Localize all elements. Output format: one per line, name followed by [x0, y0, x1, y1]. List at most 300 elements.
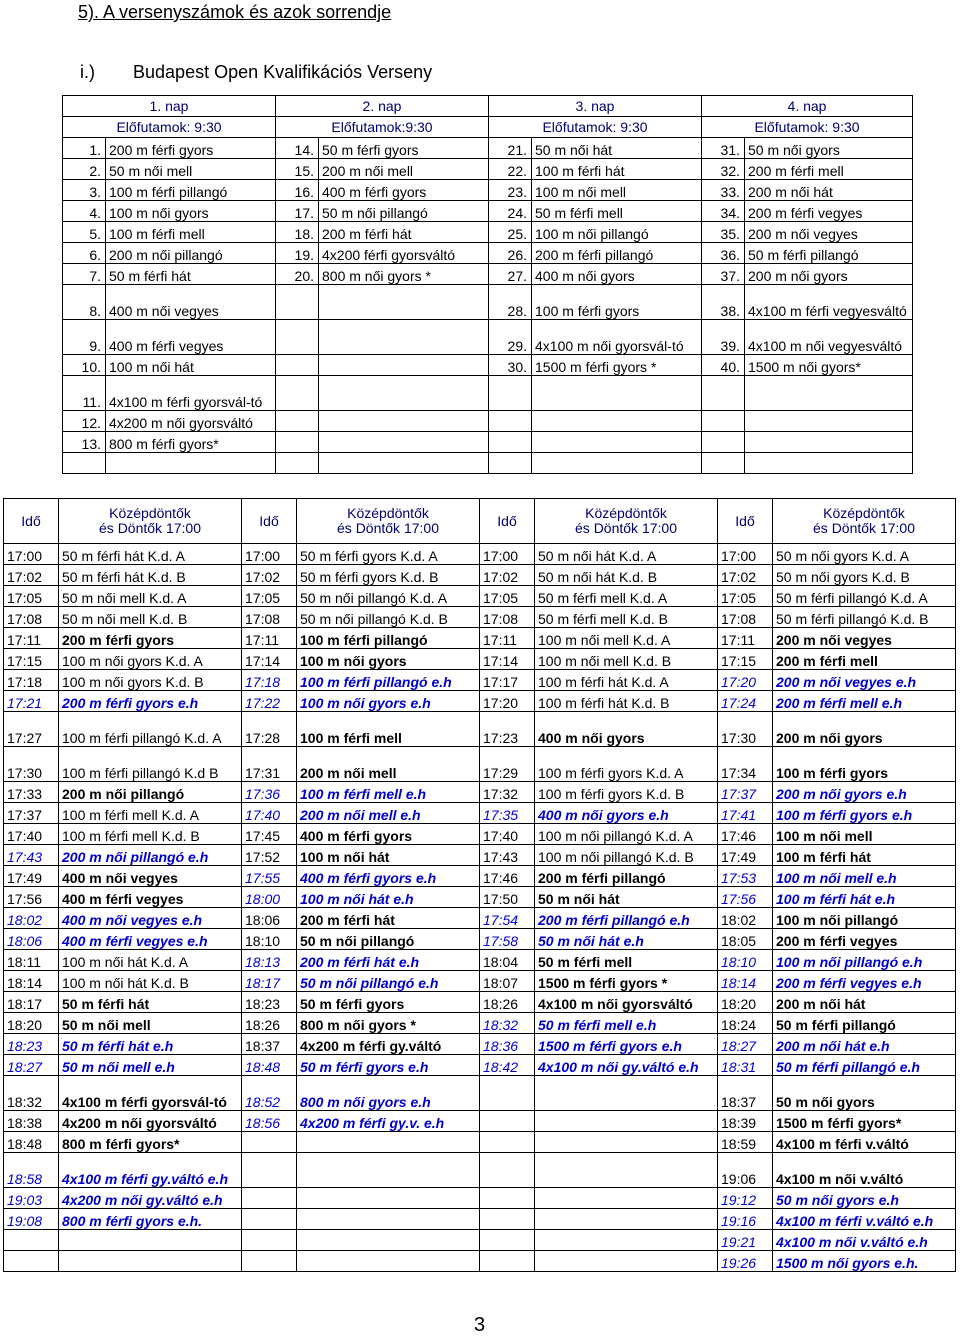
event-name: 200 m női vegyes: [773, 628, 956, 649]
event-time: 18:24: [718, 1013, 773, 1034]
session-title: Középdöntők: [585, 505, 667, 521]
event-time: 18:48: [4, 1132, 59, 1153]
event-number: [702, 376, 745, 411]
event-number: 31.: [702, 138, 745, 159]
event-time: 17:55: [242, 866, 297, 887]
event-time: 17:41: [718, 803, 773, 824]
event-time: 18:59: [718, 1132, 773, 1153]
event-time: 19:16: [718, 1209, 773, 1230]
event-name: 100 m férfi hát: [773, 845, 956, 866]
event-name: 200 m női vegyes: [745, 222, 913, 243]
finals-row: [4, 887, 956, 908]
page-number: 3: [474, 1314, 486, 1336]
event-number: 35.: [702, 222, 745, 243]
event-name: 400 m férfi vegyes: [106, 320, 276, 355]
event-name: 100 m férfi gyors: [773, 747, 956, 782]
event-name: 100 m férfi gyors: [532, 285, 702, 320]
event-time: 17:11: [4, 628, 59, 649]
program-row: [63, 320, 913, 355]
event-name: [319, 376, 489, 411]
event-name: [297, 1251, 480, 1272]
event-name: 50 m női hát: [532, 138, 702, 159]
event-time: 17:15: [4, 649, 59, 670]
event-number: 8.: [63, 285, 106, 320]
finals-row: [4, 649, 956, 670]
finals-row: [4, 950, 956, 971]
event-time: 19:06: [718, 1153, 773, 1188]
finals-row: [4, 1034, 956, 1055]
event-name: [532, 411, 702, 432]
event-number: 11.: [63, 376, 106, 411]
event-name: 50 m női pillangó K.d. B: [297, 607, 480, 628]
event-time: 17:11: [242, 628, 297, 649]
event-time: 19:26: [718, 1251, 773, 1272]
event-time: 17:00: [718, 544, 773, 565]
event-name: 4x200 férfi gyorsváltó: [319, 243, 489, 264]
event-time: 17:49: [718, 845, 773, 866]
event-name: 50 m női mell: [59, 1013, 242, 1034]
finals-row: [4, 971, 956, 992]
event-name: 800 m női gyors *: [297, 1013, 480, 1034]
event-name: 4x100 m férfi v.váltó: [773, 1132, 956, 1153]
event-name: [535, 1209, 718, 1230]
event-name: [535, 1188, 718, 1209]
finals-row: [4, 544, 956, 565]
event-name: 50 m női mell: [106, 159, 276, 180]
event-time: 18:26: [242, 1013, 297, 1034]
event-time: 17:11: [480, 628, 535, 649]
event-time: 18:04: [480, 950, 535, 971]
event-name: 200 m férfi hát: [297, 908, 480, 929]
event-number: 23.: [489, 180, 532, 201]
event-number: [489, 411, 532, 432]
session-start: és Döntők 17:00: [575, 520, 677, 536]
finals-row: [4, 691, 956, 712]
event-name: [319, 285, 489, 320]
event-name: 100 m női hát: [106, 355, 276, 376]
event-time: 17:02: [480, 565, 535, 586]
subsection-heading: [80, 62, 432, 83]
time-header: Idő: [480, 499, 535, 544]
event-name: 200 m női gyors: [745, 264, 913, 285]
event-name: 50 m női pillangó: [319, 201, 489, 222]
event-name: 200 m férfi vegyes e.h: [773, 971, 956, 992]
event-name: 4x100 m női vegyesváltó: [745, 320, 913, 355]
event-number: 15.: [276, 159, 319, 180]
event-time: 18:20: [4, 1013, 59, 1034]
event-time: 18:37: [242, 1034, 297, 1055]
event-name: [745, 376, 913, 411]
event-name: 100 m férfi pillangó: [297, 628, 480, 649]
event-time: 17:43: [4, 845, 59, 866]
finals-row: [4, 1076, 956, 1111]
session-start: és Döntők 17:00: [99, 520, 201, 536]
event-number: 40.: [702, 355, 745, 376]
event-name: 50 m férfi gyors e.h: [297, 1055, 480, 1076]
event-name: 100 m női pillangó K.d. A: [535, 824, 718, 845]
event-name: [532, 376, 702, 411]
event-name: 100 m női hát e.h: [297, 887, 480, 908]
event-name: 50 m női pillangó: [297, 929, 480, 950]
program-row: [63, 285, 913, 320]
event-name: 1500 m női gyors*: [745, 355, 913, 376]
event-name: 4x100 m férfi vegyesváltó: [745, 285, 913, 320]
event-time: 17:05: [480, 586, 535, 607]
event-name: 100 m női gyors K.d. A: [59, 649, 242, 670]
event-number: 33.: [702, 180, 745, 201]
finals-row: [4, 782, 956, 803]
event-time: 17:15: [718, 649, 773, 670]
event-time: 18:27: [718, 1034, 773, 1055]
event-time: 17:24: [718, 691, 773, 712]
heats-time: Előfutamok:9:30: [276, 117, 489, 138]
event-name: 400 m férfi gyors: [297, 824, 480, 845]
event-time: 17:08: [480, 607, 535, 628]
event-name: 50 m férfi gyors: [319, 138, 489, 159]
event-name: [535, 1132, 718, 1153]
event-time: [480, 1132, 535, 1153]
program-row: [63, 432, 913, 453]
event-time: 18:58: [4, 1153, 59, 1188]
event-name: 100 m férfi hát K.d. A: [535, 670, 718, 691]
finals-row: [4, 1230, 956, 1251]
session-title: Középdöntők: [109, 505, 191, 521]
event-time: 18:32: [480, 1013, 535, 1034]
event-time: 18:56: [242, 1111, 297, 1132]
program-row: [63, 243, 913, 264]
heats-time: Előfutamok: 9:30: [702, 117, 913, 138]
event-time: [480, 1230, 535, 1251]
event-name: [297, 1153, 480, 1188]
event-time: 17:00: [480, 544, 535, 565]
event-number: 12.: [63, 411, 106, 432]
event-name: 50 m férfi hát K.d. A: [59, 544, 242, 565]
event-name: 50 m férfi mell e.h: [535, 1013, 718, 1034]
event-name: 200 m férfi mell e.h: [773, 691, 956, 712]
event-time: [480, 1188, 535, 1209]
event-time: 18:14: [718, 971, 773, 992]
event-time: [480, 1153, 535, 1188]
event-number: [489, 453, 532, 474]
event-number: [702, 432, 745, 453]
event-time: 18:39: [718, 1111, 773, 1132]
event-number: 1.: [63, 138, 106, 159]
program-table: [62, 95, 913, 474]
event-name: 50 m női mell K.d. B: [59, 607, 242, 628]
event-number: 32.: [702, 159, 745, 180]
event-name: 100 m férfi hát K.d. B: [535, 691, 718, 712]
event-time: 17:45: [242, 824, 297, 845]
event-time: 18:23: [242, 992, 297, 1013]
event-name: 200 m férfi gyors: [106, 138, 276, 159]
event-time: 17:30: [4, 747, 59, 782]
program-row: [63, 411, 913, 432]
event-name: 100 m női gyors K.d. B: [59, 670, 242, 691]
event-time: 17:30: [718, 712, 773, 747]
event-number: 38.: [702, 285, 745, 320]
event-time: 18:06: [4, 929, 59, 950]
event-number: 24.: [489, 201, 532, 222]
event-name: 4x100 m férfi gy.váltó e.h: [59, 1153, 242, 1188]
event-time: 17:28: [242, 712, 297, 747]
event-number: 20.: [276, 264, 319, 285]
event-time: 17:40: [4, 824, 59, 845]
finals-row: [4, 628, 956, 649]
event-name: 100 m női pillangó: [532, 222, 702, 243]
program-day-row: [63, 96, 913, 117]
subsection-number: i.): [80, 62, 95, 82]
finals-row: [4, 1153, 956, 1188]
event-time: 19:03: [4, 1188, 59, 1209]
event-number: 7.: [63, 264, 106, 285]
event-time: 17:17: [480, 670, 535, 691]
event-time: 17:29: [480, 747, 535, 782]
event-time: 18:00: [242, 887, 297, 908]
event-time: 18:27: [4, 1055, 59, 1076]
event-name: 50 m női mell K.d. A: [59, 586, 242, 607]
event-time: 18:14: [4, 971, 59, 992]
event-time: 19:12: [718, 1188, 773, 1209]
event-name: 800 m férfi gyors*: [106, 432, 276, 453]
event-name: 4x100 m férfi v.váltó e.h: [773, 1209, 956, 1230]
event-number: 27.: [489, 264, 532, 285]
finals-row: [4, 1188, 956, 1209]
finals-row: [4, 929, 956, 950]
event-time: 17:31: [242, 747, 297, 782]
event-name: [535, 1111, 718, 1132]
event-number: 37.: [702, 264, 745, 285]
event-name: 400 m férfi vegyes: [59, 887, 242, 908]
event-name: [535, 1076, 718, 1111]
finals-row: [4, 1132, 956, 1153]
event-name: 400 m férfi gyors: [319, 180, 489, 201]
finals-row: [4, 803, 956, 824]
day-label: 4. nap: [702, 96, 913, 117]
event-number: 5.: [63, 222, 106, 243]
event-number: 14.: [276, 138, 319, 159]
finals-row: [4, 866, 956, 887]
finals-row: [4, 607, 956, 628]
event-number: 26.: [489, 243, 532, 264]
finals-row: [4, 1055, 956, 1076]
finals-row: [4, 1251, 956, 1272]
event-name: 50 m férfi pillangó K.d. A: [773, 586, 956, 607]
event-name: 100 m női hát K.d. B: [59, 971, 242, 992]
event-number: 10.: [63, 355, 106, 376]
event-time: [4, 1230, 59, 1251]
event-time: 17:21: [4, 691, 59, 712]
event-time: 17:40: [480, 824, 535, 845]
event-name: 50 m férfi gyors K.d. B: [297, 565, 480, 586]
event-name: 200 m férfi gyors e.h: [59, 691, 242, 712]
event-time: 18:11: [4, 950, 59, 971]
event-time: 17:14: [242, 649, 297, 670]
event-name: 100 m férfi hát e.h: [773, 887, 956, 908]
event-time: [480, 1251, 535, 1272]
finals-row: [4, 565, 956, 586]
event-name: 200 m női gyors e.h: [773, 782, 956, 803]
event-name: 100 m férfi mell: [106, 222, 276, 243]
finals-row: [4, 712, 956, 747]
event-time: 19:08: [4, 1209, 59, 1230]
event-name: 50 m női gyors e.h: [773, 1188, 956, 1209]
finals-row: [4, 908, 956, 929]
event-name: 400 m férfi gyors e.h: [297, 866, 480, 887]
program-row: [63, 376, 913, 411]
day-label: 3. nap: [489, 96, 702, 117]
event-name: 200 m női mell: [297, 747, 480, 782]
event-time: [4, 1251, 59, 1272]
event-time: 17:08: [718, 607, 773, 628]
event-time: 17:00: [4, 544, 59, 565]
event-name: 50 m férfi hát e.h: [59, 1034, 242, 1055]
event-time: 18:38: [4, 1111, 59, 1132]
event-name: 1500 m női gyors e.h.: [773, 1251, 956, 1272]
event-time: [242, 1230, 297, 1251]
event-name: 50 m férfi mell: [535, 950, 718, 971]
event-name: 100 m férfi gyors K.d. A: [535, 747, 718, 782]
time-header: Idő: [718, 499, 773, 544]
program-row: [63, 453, 913, 474]
finals-row: [4, 845, 956, 866]
event-time: 17:56: [4, 887, 59, 908]
event-number: [276, 285, 319, 320]
event-name: [745, 432, 913, 453]
event-name: 200 m férfi pillangó: [532, 243, 702, 264]
event-number: 25.: [489, 222, 532, 243]
event-name: 100 m férfi pillangó K.d B: [59, 747, 242, 782]
program-row: [63, 159, 913, 180]
event-time: 17:36: [242, 782, 297, 803]
event-name: 50 m férfi gyors: [297, 992, 480, 1013]
session-header: [773, 499, 956, 544]
program-row: [63, 355, 913, 376]
event-time: 17:46: [718, 824, 773, 845]
event-number: 13.: [63, 432, 106, 453]
event-name: 100 m férfi mell K.d. A: [59, 803, 242, 824]
event-name: [535, 1251, 718, 1272]
event-name: 200 m női mell: [319, 159, 489, 180]
event-name: [106, 453, 276, 474]
event-name: [319, 411, 489, 432]
event-name: 4x100 m női gyorsvál-tó: [532, 320, 702, 355]
heats-time: Előfutamok: 9:30: [489, 117, 702, 138]
event-number: [489, 376, 532, 411]
event-name: 400 m női vegyes e.h: [59, 908, 242, 929]
event-name: 200 m férfi vegyes: [745, 201, 913, 222]
event-name: 200 m férfi hát e.h: [297, 950, 480, 971]
event-name: 1500 m férfi gyors *: [532, 355, 702, 376]
event-name: 400 m női gyors e.h: [535, 803, 718, 824]
event-time: [480, 1111, 535, 1132]
event-time: 18:26: [480, 992, 535, 1013]
event-name: [745, 453, 913, 474]
event-number: [702, 453, 745, 474]
event-name: 100 m női gyors e.h: [297, 691, 480, 712]
event-time: 17:05: [242, 586, 297, 607]
event-number: 3.: [63, 180, 106, 201]
event-time: 18:23: [4, 1034, 59, 1055]
event-name: [297, 1132, 480, 1153]
finals-row: [4, 1013, 956, 1034]
event-time: 17:43: [480, 845, 535, 866]
event-name: 400 m férfi vegyes e.h: [59, 929, 242, 950]
event-number: [276, 453, 319, 474]
event-time: 17:54: [480, 908, 535, 929]
event-name: 100 m férfi hát: [532, 159, 702, 180]
event-name: [319, 453, 489, 474]
heats-time: Előfutamok: 9:30: [63, 117, 276, 138]
event-time: 17:20: [480, 691, 535, 712]
event-time: 18:20: [718, 992, 773, 1013]
event-number: [702, 411, 745, 432]
event-time: 17:49: [4, 866, 59, 887]
event-time: 17:23: [480, 712, 535, 747]
event-number: [276, 432, 319, 453]
session-title: Középdöntők: [347, 505, 429, 521]
event-name: 100 m női mell K.d. B: [535, 649, 718, 670]
event-time: [242, 1209, 297, 1230]
event-time: [480, 1076, 535, 1111]
event-time: 17:58: [480, 929, 535, 950]
event-number: 17.: [276, 201, 319, 222]
event-number: 18.: [276, 222, 319, 243]
event-name: 4x100 m férfi gyorsvál-tó: [106, 376, 276, 411]
event-name: [297, 1188, 480, 1209]
event-name: 50 m női hát K.d. B: [535, 565, 718, 586]
event-time: [242, 1188, 297, 1209]
event-name: 200 m férfi vegyes: [773, 929, 956, 950]
event-name: 4x100 m női gy.váltó e.h: [535, 1055, 718, 1076]
event-time: 17:02: [4, 565, 59, 586]
event-name: 50 m férfi mell K.d. B: [535, 607, 718, 628]
event-name: 200 m női pillangó: [106, 243, 276, 264]
event-name: [532, 432, 702, 453]
event-time: 18:42: [480, 1055, 535, 1076]
event-time: 18:07: [480, 971, 535, 992]
event-time: 18:10: [242, 929, 297, 950]
finals-row: [4, 670, 956, 691]
event-name: 800 m férfi gyors*: [59, 1132, 242, 1153]
event-time: 18:32: [4, 1076, 59, 1111]
event-name: 100 m női pillangó e.h: [773, 950, 956, 971]
event-name: 200 m férfi mell: [773, 649, 956, 670]
event-name: 200 m férfi pillangó: [535, 866, 718, 887]
event-name: [59, 1251, 242, 1272]
event-name: 200 m női mell e.h: [297, 803, 480, 824]
event-time: 17:50: [480, 887, 535, 908]
event-name: [535, 1153, 718, 1188]
event-time: 17:53: [718, 866, 773, 887]
program-heats-row: [63, 117, 913, 138]
event-name: 50 m női hát e.h: [535, 929, 718, 950]
event-name: 100 m férfi pillangó: [106, 180, 276, 201]
event-name: 100 m női pillangó: [773, 908, 956, 929]
event-name: [745, 411, 913, 432]
finals-table: [3, 498, 956, 1272]
event-name: 50 m férfi gyors K.d. A: [297, 544, 480, 565]
event-number: [63, 453, 106, 474]
event-time: 19:21: [718, 1230, 773, 1251]
event-time: 17:02: [718, 565, 773, 586]
event-name: 800 m férfi gyors e.h.: [59, 1209, 242, 1230]
event-time: 17:22: [242, 691, 297, 712]
event-name: 50 m férfi hát K.d. B: [59, 565, 242, 586]
event-name: 100 m női mell: [773, 824, 956, 845]
event-name: 4x200 m női gy.váltó e.h: [59, 1188, 242, 1209]
event-name: 50 m férfi pillangó: [773, 1013, 956, 1034]
event-name: [297, 1230, 480, 1251]
